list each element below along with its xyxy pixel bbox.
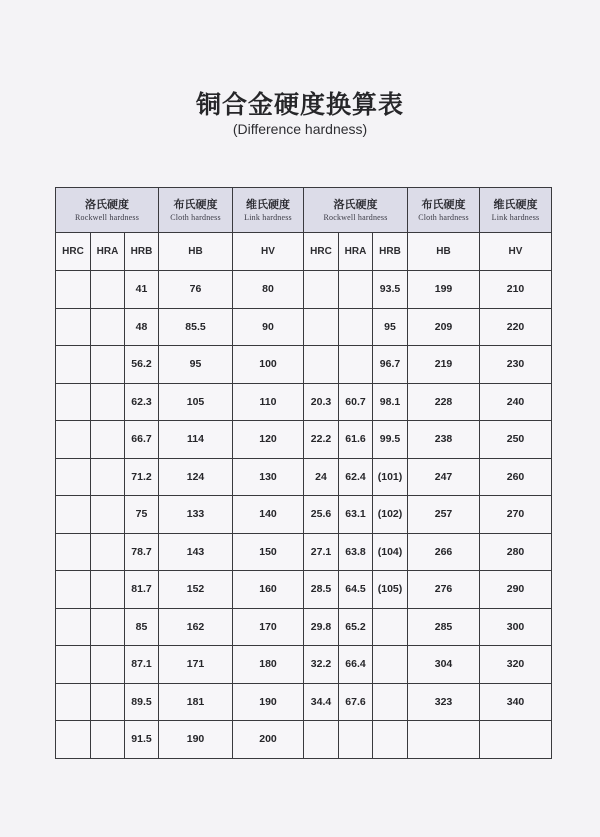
group-header-row	[56, 188, 552, 233]
table-cell: 63.1	[339, 496, 373, 534]
table-cell: 171	[159, 646, 233, 684]
table-cell	[91, 308, 125, 346]
table-cell: 25.6	[304, 496, 339, 534]
table-cell	[91, 646, 125, 684]
table-cell: (104)	[373, 533, 408, 571]
table-cell: 190	[159, 721, 233, 759]
page-title: 铜合金硬度换算表	[195, 90, 404, 119]
table-cell	[56, 496, 91, 534]
table-cell: 290	[480, 571, 552, 609]
column-header: HRC	[304, 233, 339, 271]
table-cell: 230	[480, 346, 552, 384]
table-cell: (101)	[373, 458, 408, 496]
table-cell: 24	[304, 458, 339, 496]
table-cell: 114	[159, 421, 233, 459]
table-cell	[373, 608, 408, 646]
table-cell: 152	[159, 571, 233, 609]
table-cell: 180	[233, 646, 304, 684]
table-cell: 34.4	[304, 683, 339, 721]
table-cell: 22.2	[304, 421, 339, 459]
table-cell: 87.1	[125, 646, 159, 684]
table-cell: 320	[480, 646, 552, 684]
table-cell: 95	[159, 346, 233, 384]
table-cell: 90	[233, 308, 304, 346]
table-cell: 66.7	[125, 421, 159, 459]
table-cell: 98.1	[373, 383, 408, 421]
group-header-en: Cloth hardness	[418, 212, 469, 222]
table-row	[56, 683, 552, 721]
table-cell	[56, 533, 91, 571]
table-cell: 28.5	[304, 571, 339, 609]
group-header-cn: 维氏硬度	[493, 197, 538, 211]
group-header-rockwell-2	[304, 188, 408, 233]
table-cell	[339, 721, 373, 759]
table-row	[56, 421, 552, 459]
table-cell	[373, 721, 408, 759]
table-cell	[91, 683, 125, 721]
table-cell: 247	[408, 458, 480, 496]
table-cell: 32.2	[304, 646, 339, 684]
table-cell: 238	[408, 421, 480, 459]
table-cell: 210	[480, 271, 552, 309]
table-cell: 110	[233, 383, 304, 421]
table-cell	[56, 458, 91, 496]
table-cell	[91, 458, 125, 496]
table-cell: 285	[408, 608, 480, 646]
table-cell: 60.7	[339, 383, 373, 421]
table-cell: 41	[125, 271, 159, 309]
table-cell: 20.3	[304, 383, 339, 421]
table-cell: 99.5	[373, 421, 408, 459]
table-cell	[91, 608, 125, 646]
group-header-brinell-2	[408, 188, 480, 233]
table-cell: 61.6	[339, 421, 373, 459]
table-cell: 250	[480, 421, 552, 459]
table-cell	[408, 721, 480, 759]
table-cell: 71.2	[125, 458, 159, 496]
group-header-vickers	[233, 188, 304, 233]
column-header: HB	[408, 233, 480, 271]
table-row	[56, 383, 552, 421]
table-cell: 190	[233, 683, 304, 721]
table-cell: 199	[408, 271, 480, 309]
table-cell: (102)	[373, 496, 408, 534]
column-header: HRC	[56, 233, 91, 271]
table-cell: 219	[408, 346, 480, 384]
table-cell: 100	[233, 346, 304, 384]
column-header: HRA	[339, 233, 373, 271]
group-header-vickers-2	[480, 188, 552, 233]
table-cell: 56.2	[125, 346, 159, 384]
table-cell	[373, 646, 408, 684]
group-header-cn: 洛氏硬度	[85, 197, 129, 211]
table-cell: (105)	[373, 571, 408, 609]
table-cell	[304, 721, 339, 759]
table-cell: 29.8	[304, 608, 339, 646]
table-row	[56, 496, 552, 534]
column-header: HRB	[125, 233, 159, 271]
table-cell	[56, 421, 91, 459]
table-cell: 64.5	[339, 571, 373, 609]
table-row	[56, 721, 552, 759]
table-cell: 260	[480, 458, 552, 496]
table-cell	[91, 496, 125, 534]
table-cell	[56, 608, 91, 646]
group-header-en: Cloth hardness	[170, 212, 221, 222]
table-cell: 150	[233, 533, 304, 571]
table-cell	[56, 308, 91, 346]
table-cell	[339, 271, 373, 309]
table-cell: 162	[159, 608, 233, 646]
table-cell: 181	[159, 683, 233, 721]
table-cell: 133	[159, 496, 233, 534]
table-cell: 76	[159, 271, 233, 309]
table-cell: 257	[408, 496, 480, 534]
table-cell: 120	[233, 421, 304, 459]
column-header: HB	[159, 233, 233, 271]
table-cell	[56, 721, 91, 759]
table-cell: 75	[125, 496, 159, 534]
table-cell: 170	[233, 608, 304, 646]
table-cell	[56, 383, 91, 421]
table-cell: 124	[159, 458, 233, 496]
table-cell: 105	[159, 383, 233, 421]
table-cell: 280	[480, 533, 552, 571]
table-cell: 81.7	[125, 571, 159, 609]
group-header-en: Rockwell hardness	[74, 212, 140, 222]
table-cell	[339, 346, 373, 384]
table-cell: 85	[125, 608, 159, 646]
column-header: HV	[480, 233, 552, 271]
table-cell: 80	[233, 271, 304, 309]
table-cell	[480, 721, 552, 759]
group-header-rockwell	[56, 188, 159, 233]
table-cell: 95	[373, 308, 408, 346]
table-cell	[91, 271, 125, 309]
table-cell	[304, 271, 339, 309]
table-cell: 62.4	[339, 458, 373, 496]
table-cell: 62.3	[125, 383, 159, 421]
table-row	[56, 346, 552, 384]
table-cell	[91, 346, 125, 384]
table-cell: 130	[233, 458, 304, 496]
table-cell: 78.7	[125, 533, 159, 571]
table-cell	[56, 683, 91, 721]
table-cell	[91, 721, 125, 759]
table-cell: 340	[480, 683, 552, 721]
group-header-cn: 布氏硬度	[173, 197, 218, 211]
table-cell	[91, 421, 125, 459]
table-cell: 48	[125, 308, 159, 346]
column-header: HV	[233, 233, 304, 271]
column-header: HRB	[373, 233, 408, 271]
table-row	[56, 608, 552, 646]
table-cell: 63.8	[339, 533, 373, 571]
table-row	[56, 533, 552, 571]
group-header-cn: 布氏硬度	[421, 197, 466, 211]
table-cell	[56, 271, 91, 309]
table-cell: 143	[159, 533, 233, 571]
group-header-en: Rockwell hardness	[323, 212, 388, 222]
table-cell: 85.5	[159, 308, 233, 346]
table-cell: 323	[408, 683, 480, 721]
table-cell: 67.6	[339, 683, 373, 721]
table-cell: 228	[408, 383, 480, 421]
table-cell: 200	[233, 721, 304, 759]
table-cell: 140	[233, 496, 304, 534]
table-row	[56, 571, 552, 609]
table-cell: 220	[480, 308, 552, 346]
group-header-en: Link hardness	[244, 212, 292, 222]
table-cell: 66.4	[339, 646, 373, 684]
table-cell: 304	[408, 646, 480, 684]
table-cell: 270	[480, 496, 552, 534]
table-cell	[304, 346, 339, 384]
table-cell: 89.5	[125, 683, 159, 721]
table-cell: 27.1	[304, 533, 339, 571]
page-subtitle: (Difference hardness)	[232, 121, 368, 137]
table-cell: 300	[480, 608, 552, 646]
column-header: HRA	[91, 233, 125, 271]
table-cell: 276	[408, 571, 480, 609]
table-row	[56, 458, 552, 496]
table-cell: 209	[408, 308, 480, 346]
table-cell: 160	[233, 571, 304, 609]
group-header-cn: 洛氏硬度	[333, 197, 378, 211]
table-cell	[91, 571, 125, 609]
table-cell: 266	[408, 533, 480, 571]
table-cell	[56, 346, 91, 384]
table-row	[56, 308, 552, 346]
group-header-en: Link hardness	[491, 212, 540, 222]
table-cell: 65.2	[339, 608, 373, 646]
table-cell	[339, 308, 373, 346]
table-cell	[91, 533, 125, 571]
group-header-brinell	[159, 188, 233, 233]
table-cell	[56, 571, 91, 609]
table-cell: 240	[480, 383, 552, 421]
table-cell	[373, 683, 408, 721]
group-header-cn: 维氏硬度	[246, 197, 290, 211]
table-cell: 93.5	[373, 271, 408, 309]
column-header-row	[56, 233, 552, 271]
table-cell	[304, 308, 339, 346]
table-row	[56, 646, 552, 684]
table-row	[56, 271, 552, 309]
hardness-conversion-table	[55, 187, 552, 759]
table-cell	[91, 383, 125, 421]
table-cell	[56, 646, 91, 684]
table-cell: 91.5	[125, 721, 159, 759]
table-cell: 96.7	[373, 346, 408, 384]
